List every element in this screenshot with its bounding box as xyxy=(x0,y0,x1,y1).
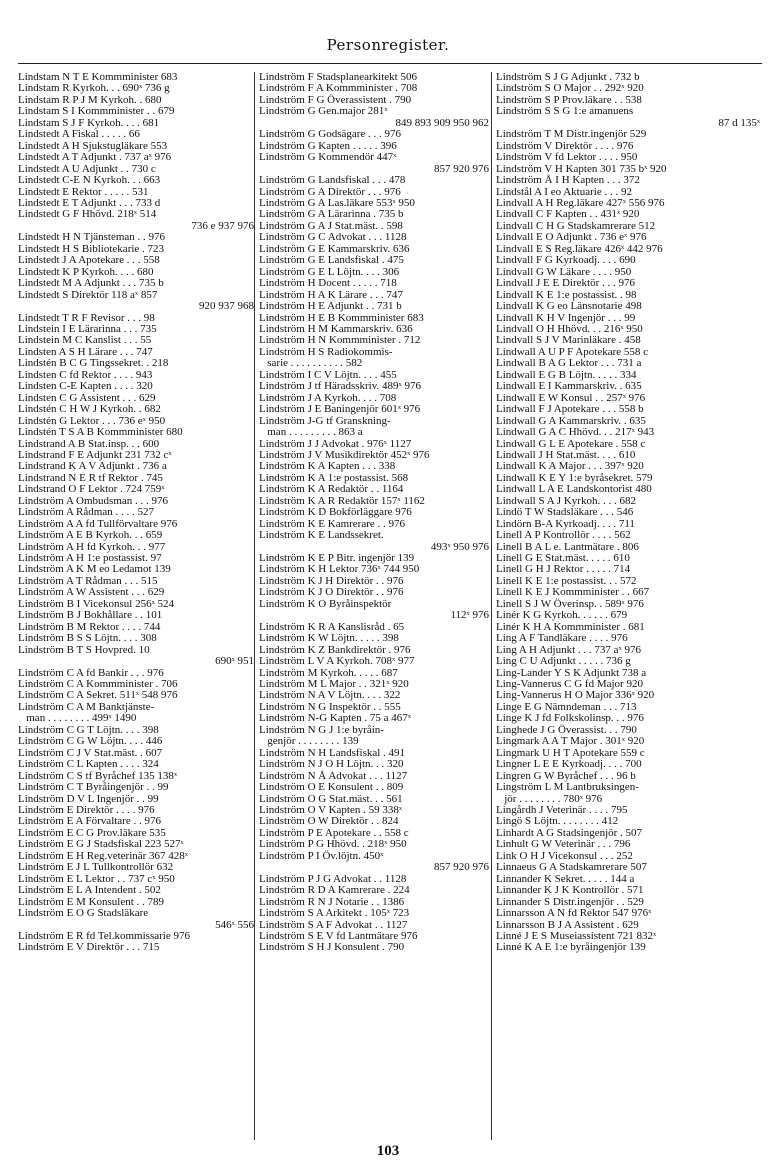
register-entry: Lindström J V Musikdirektör 452ˣ 976 xyxy=(259,448,430,461)
register-entry: Lindstrand O F Lektor . 724 759ˣ xyxy=(18,483,165,496)
register-entry: Lindström K A 1:e postassist. 568 xyxy=(259,471,409,484)
register-entry: Lindwall F J Apotekare . . . 558 b xyxy=(496,403,644,416)
register-entry: Lindvall J E E Direktör . . . 976 xyxy=(496,277,636,290)
register-entry: Lindström C L Kapten . . . . 324 xyxy=(18,758,159,771)
register-entry: Linné J E S Museiassistent 721 832ˣ xyxy=(496,929,657,942)
register-entry: Linnander S Distr.ingenjör . . 529 xyxy=(496,895,644,908)
register-entry: Lindström A Rådman . . . . 527 xyxy=(18,506,154,519)
register-entry: Lindström E A Förvaltare . . 976 xyxy=(18,815,161,828)
register-entry: Lindström G Godsägare . . . 976 xyxy=(259,128,402,141)
register-entry: Lindström A T Rådman . . . 515 xyxy=(18,574,158,587)
register-entry: genjör . . . . . . . . 139 xyxy=(259,735,359,748)
register-entry: Lindström O V Kapten . 59 338ˣ xyxy=(259,804,403,816)
register-entry: Lindvall K G eo Länsnotarie 498 xyxy=(496,300,642,313)
register-entry: Lindström M L Major . . 321ˣ 920 xyxy=(259,678,409,691)
register-entry: Linell K E 1:e postassist. . . 572 xyxy=(496,574,637,587)
register-entry: Lindström C A Sekret. 511ˣ 548 976 xyxy=(18,689,178,702)
register-entry: Lindstén C H W J Kyrkoh. . 682 xyxy=(18,403,161,416)
register-entry: Lindstedt K P Kyrkoh. . . . 680 xyxy=(18,265,154,278)
register-entry: Lindström B M Rektor . . . . 744 xyxy=(18,620,161,633)
register-entry: Lindström S S G 1:e amanuens xyxy=(496,105,634,118)
register-entry: 87 d 135ˣ xyxy=(718,116,760,129)
register-entry: Lindström J A Kyrkoh. . . . 708 xyxy=(259,391,397,404)
register-entry: Lindström N J O H Löjtn. . . 320 xyxy=(259,758,404,771)
register-entry: Lindström A H 1:e postassist. 97 xyxy=(18,552,162,565)
register-entry: Lindstedt A T Adjunkt . 737 aˣ 976 xyxy=(18,151,172,164)
register-entry: Linghede J G Överassist. . . 790 xyxy=(496,723,637,736)
register-entry: Lindström T M Distr.ingenjör 529 xyxy=(496,128,647,141)
register-entry: Lindström G C Advokat . . . 1128 xyxy=(259,231,407,244)
register-entry: Linér K G Kyrkoh. . . . . . 679 xyxy=(496,609,628,622)
register-entry: Lindström K A R Redaktör 157ˣ 1162 xyxy=(259,494,425,507)
register-entry: Lindström P J G Advokat . . 1128 xyxy=(259,872,407,885)
register-entry: jör . . . . . . . . 780ˣ 976 xyxy=(496,792,603,805)
register-entry: Lindström N G Inspektör . . 555 xyxy=(259,700,401,713)
register-entry: Lindström G A Lärarinna . 735 b xyxy=(259,208,404,221)
register-column-2 xyxy=(254,72,491,1140)
register-entry: Lindström N A V Löjtn. . . . 322 xyxy=(259,689,401,702)
register-entry: Lindström Å I H Kapten . . . 372 xyxy=(496,174,640,187)
register-entry: Lindström E R fd Tel.kommissarie 976 xyxy=(18,929,190,942)
register-entry: Lindström A K M eo Ledamot 139 xyxy=(18,563,171,576)
register-entry: Lindström N H Landsfiskal . 491 xyxy=(259,746,406,759)
register-entry: 546ˣ 556 xyxy=(215,918,254,931)
register-entry: Lindström K E Landssekret. xyxy=(259,529,384,542)
register-entry: Linnarsson B J A Assistent . 629 xyxy=(496,918,639,931)
register-entry: Lindström E L A Intendent . 502 xyxy=(18,884,161,897)
header-rule xyxy=(18,63,762,64)
register-entry: Lindström K W Löjtn. . . . . 398 xyxy=(259,632,399,645)
register-entry: Lindström L V A Kyrkoh. 708ˣ 977 xyxy=(259,655,415,668)
register-entry: Lindström C A fd Bankir . . . 976 xyxy=(18,666,164,679)
register-column-1 xyxy=(18,72,256,1140)
register-entry: Lindstedt C-E N Kyrkoh. . . 663 xyxy=(18,174,161,187)
register-entry: Lingmark U H T Apotekare 559 c xyxy=(496,746,645,759)
register-entry: Linell G H J Rektor . . . . . 714 xyxy=(496,563,631,576)
register-entry: Lindström E O G Stadsläkare xyxy=(18,907,149,920)
register-entry: Ling C U Adjunkt . . . . . 736 g xyxy=(496,655,631,668)
register-entry: Lindvall G W Läkare . . . . 950 xyxy=(496,265,632,278)
register-entry: Lindström K A Kapten . . . 338 xyxy=(259,460,396,473)
register-entry: Linné K A E 1:e byråingenjör 139 xyxy=(496,941,646,954)
register-entry: Lindström B J Bokhållare . . 101 xyxy=(18,609,163,622)
register-entry: Lindvall E S Reg.läkare 426ˣ 442 976 xyxy=(496,242,663,255)
register-entry: Lindström K J H Direktör . . 976 xyxy=(259,574,404,587)
register-entry: Link O H J Vicekonsul . . . 252 xyxy=(496,849,633,862)
register-entry: Lindström E G J Stadsfiskal 223 527ˣ xyxy=(18,838,184,851)
register-entry: Ling A H Adjunkt . . . 737 aˣ 976 xyxy=(496,643,641,656)
register-entry: Lingö S Löjtn. . . . . . . . 412 xyxy=(496,815,619,828)
register-entry: Lindstedt A U Adjunkt . . 730 c xyxy=(18,162,156,175)
register-entry: Lindström E J L Tullkontrollör 632 xyxy=(18,861,174,874)
register-entry: Lindström G Kommendör 447ˣ xyxy=(259,151,397,164)
register-entry: Lindström C A M Banktjänste- xyxy=(18,700,155,713)
register-entry: Linell A P Kontrollör . . . . 562 xyxy=(496,529,631,542)
register-entry: Lindstam S I Kommminister . . 679 xyxy=(18,105,175,118)
register-entry: Lindström A A fd Tullförvaltare 976 xyxy=(18,517,178,530)
register-entry: Lindwall K A Major . . . 397ˣ 920 xyxy=(496,460,644,473)
register-entry: Lindström S A F Advokat . . 1127 xyxy=(259,918,408,931)
register-entry: Lindström S O Major . . 292ˣ 920 xyxy=(496,82,644,95)
register-entry: Lindstein M C Kanslist . . . 55 xyxy=(18,334,152,347)
register-entry: Lindström K E P Bitr. ingenjör 139 xyxy=(259,552,415,565)
register-entry: Lindstedt E T Adjunkt . . . 733 d xyxy=(18,196,161,209)
register-entry: Lindström S J G Adjunkt . 732 b xyxy=(496,72,640,83)
register-entry: Lindström C G W Löjtn. . . . 446 xyxy=(18,735,163,748)
register-entry: Lindström O E Konsulent . . 809 xyxy=(259,781,404,794)
register-entry: Lindstedt H S Bibliotekarie . 723 xyxy=(18,242,165,255)
register-entry: Lingström L M Lantbruksingen- xyxy=(496,781,639,794)
register-entry: Lindström E C G Prov.läkare 535 xyxy=(18,826,166,839)
register-entry: Lindström K E Kamrerare . . 976 xyxy=(259,517,406,530)
register-entry: Lindström C S tf Byråchef 135 138ˣ xyxy=(18,769,177,782)
register-entry: Linnander K Sekret. . . . . 144 a xyxy=(496,872,635,885)
register-entry: Lindström K D Bokförläggare 976 xyxy=(259,506,412,519)
register-entry: Lindwall L A E Landskontorist 480 xyxy=(496,483,652,496)
register-entry: Lindström H E Adjunkt . . 731 b xyxy=(259,300,402,313)
register-entry: Lindström C T Byråingenjör . . 99 xyxy=(18,781,169,794)
register-entry: Lindström H E B Kommminister 683 xyxy=(259,311,424,324)
register-entry: Ling A F Tandläkare . . . . 976 xyxy=(496,632,628,645)
register-entry: Lindström K J O Direktör . . 976 xyxy=(259,586,404,599)
register-entry: Ling-Lander Y S K Adjunkt 738 a xyxy=(496,666,647,679)
register-entry: Lindström C G T Löjtn. . . . 398 xyxy=(18,723,159,736)
register-entry: man . . . . . . . . 499ˣ 1490 xyxy=(18,712,137,725)
register-entry: 690ˣ 951 xyxy=(215,655,254,668)
register-entry: Lindwall K E Y 1:e byråsekret. 579 xyxy=(496,471,653,484)
register-entry: Lindsten C fd Rektor . . . . 943 xyxy=(18,368,153,381)
register-entry: Lindstedt G F Hhövd. 218ˣ 514 xyxy=(18,208,157,221)
register-entry: Lindström E M Konsulent . . 789 xyxy=(18,895,165,908)
register-entry: Lindström G E Kammarskriv. 636 xyxy=(259,242,410,255)
register-entry: Lindstam R P J M Kyrkoh. . 680 xyxy=(18,93,162,106)
register-entry: Lindström G A J Stat.mäst. . 598 xyxy=(259,219,403,232)
register-entry: Lindvall K E 1:e postassist. . 98 xyxy=(496,288,637,301)
register-entry: Lindström V fd Lektor . . . . 950 xyxy=(496,151,638,164)
register-entry: Lindvall C H G Stadskamrerare 512 xyxy=(496,219,656,232)
register-entry: Lindström M Kyrkoh. . . . . 687 xyxy=(259,666,398,679)
register-entry: Lindström E V Direktör . . . 715 xyxy=(18,941,160,954)
register-entry: Lindström B I Vicekonsul 256ˣ 524 xyxy=(18,597,175,610)
register-entry: Lindström V H Kapten 301 735 bˣ 920 xyxy=(496,162,667,175)
register-entry: Lindstedt T R F Revisor . . . 98 xyxy=(18,311,155,324)
register-entry: Lindström N G J 1:e byråin- xyxy=(259,723,384,736)
register-entry: Lindström F G Överassistent . 790 xyxy=(259,93,412,106)
register-entry: 857 920 976 xyxy=(434,162,489,175)
register-entry: Lindström D V L Ingenjör . . 99 xyxy=(18,792,159,805)
register-entry: Lindström N Å Advokat . . . 1127 xyxy=(259,769,408,782)
register-entry: Lindstedt H N Tjänsteman . . 976 xyxy=(18,231,166,244)
register-entry: Lindwall A U P F Apotekare 558 c xyxy=(496,345,649,358)
register-entry: sarie . . . . . . . . . . 582 xyxy=(259,357,363,370)
register-entry: Lindström H M Kammarskriv. 636 xyxy=(259,322,413,335)
register-entry: Lindström B T S Hovpred. 10 xyxy=(18,643,150,656)
register-entry: Lindstén G Lektor . . . 736 eˣ 950 xyxy=(18,414,166,427)
register-entry: Lindström H A K Lärare . . . 747 xyxy=(259,288,403,301)
register-entry: Lindström J E Baningenjör 601ˣ 976 xyxy=(259,403,421,416)
register-entry: Linnarsson A N fd Rektor 547 976ˣ xyxy=(496,907,652,920)
register-entry: Lindstedt J A Apotekare . . . 558 xyxy=(18,254,160,267)
register-column-3 xyxy=(491,72,762,1140)
register-entry: Lindström H S Radiokommis- xyxy=(259,345,393,358)
register-entry: Lindwall E G B Löjtn. . . . . 334 xyxy=(496,368,637,381)
register-entry: Lindström O W Direktör . . 824 xyxy=(259,815,399,828)
register-entry: Lindström V Direktör . . . . 976 xyxy=(496,139,634,152)
register-entry: Lindström G Landsfiskal . . . 478 xyxy=(259,174,406,187)
register-entry: Lindstedt M A Adjunkt . . . 735 b xyxy=(18,277,164,290)
register-entry: Lindwall J H Stat.mäst. . . . 610 xyxy=(496,448,636,461)
register-entry: Lindstén T S A B Kommminister 680 xyxy=(18,426,183,439)
register-entry: Lindwall E I Kammarskriv. . 635 xyxy=(496,380,642,393)
register-entry: Lindstein I E Lärarinna . . . 735 xyxy=(18,322,157,335)
register-entry: Lindstam N T E Kommminister 683 xyxy=(18,72,178,83)
register-entry: Ling-Vannerus C G fd Major 920 xyxy=(496,678,643,691)
register-entry: Lindstedt E Rektor . . . . . 531 xyxy=(18,185,149,198)
register-entry: Lindström C J V Stat.mäst. . 607 xyxy=(18,746,163,759)
register-entry: Lindström A E B Kyrkoh. . . 659 xyxy=(18,529,163,542)
register-entry: Lindström N-G Kapten . 75 a 467ˣ xyxy=(259,712,411,725)
register-entry: Lindström S A Arkitekt . 105ˣ 723 xyxy=(259,907,410,920)
register-entry: 736 e 937 976 xyxy=(191,219,254,232)
register-entry: Lindvall K H V Ingenjör . . . 99 xyxy=(496,311,636,324)
register-entry: Lingårdh J Veterinär . . . . 795 xyxy=(496,804,628,816)
register-entry: 849 893 909 950 962 xyxy=(395,116,489,129)
register-entry: Lindstrand A B Stat.insp. . . 600 xyxy=(18,437,160,450)
register-entry: Lindstrand K A V Adjunkt . 736 a xyxy=(18,460,167,473)
register-entry: Lindström P E Apotekare . . 558 c xyxy=(259,826,409,839)
register-entry: Linge E G Nämndeman . . . 713 xyxy=(496,700,637,713)
register-entry: Lindstrand F E Adjunkt 231 732 cˣ xyxy=(18,448,172,461)
register-entry: Lindörn B-A Kyrkoadj. . . . 711 xyxy=(496,517,635,530)
register-entry: Lindström K O Byråinspektör xyxy=(259,597,392,610)
register-entry: Linér K H A Kommminister . 681 xyxy=(496,620,645,633)
register-entry: Lindstam S J F Kyrkoh. . . . 681 xyxy=(18,116,160,129)
register-entry: Lindström C A Kommminister . 706 xyxy=(18,678,178,691)
register-entry: Lindström E H Reg.veterinär 367 428ˣ xyxy=(18,849,188,862)
register-entry: Lindwall E W Konsul . . 257ˣ 976 xyxy=(496,391,646,404)
register-entry: Lindsten C G Assistent . . . 629 xyxy=(18,391,156,404)
register-entry: Linell S J W Överinsp. . 589ˣ 976 xyxy=(496,597,644,610)
register-entry: Lindstedt A Fiskal . . . . . 66 xyxy=(18,128,140,141)
page-title: Personregister. xyxy=(326,36,450,54)
register-entry: Lindström E L Lektor . . 737 cˣ 950 xyxy=(18,872,175,885)
register-entry: Lindström A H fd Kyrkoh. . . 977 xyxy=(18,540,166,553)
register-entry: Lindström A W Assistent . . . 629 xyxy=(18,586,165,599)
register-entry: Lindwall G A Kammarskriv. . 635 xyxy=(496,414,646,427)
register-entry: Lindstedt A H Sjukstugläkare 553 xyxy=(18,139,168,152)
register-entry: Lindö T W Stadsläkare . . . 546 xyxy=(496,506,634,519)
register-entry: Lingmark A A T Major . 301ˣ 920 xyxy=(496,735,645,748)
register-entry: Lingner L E E Kyrkoadj. . . . 700 xyxy=(496,758,642,771)
register-entry: Lindström F Stadsplanearkitekt 506 xyxy=(259,72,417,83)
register-entry: Lindvall O H Hhövd. . . 216ˣ 950 xyxy=(496,322,643,335)
register-entry: Lindwall B A G Lektor . . . 731 a xyxy=(496,357,642,370)
register-entry: Lindvall S J V Marinläkare . 458 xyxy=(496,334,641,347)
register-entry: Lindvall C F Kapten . . 431ˣ 920 xyxy=(496,208,640,221)
register-entry: Lindström R D A Kamrerare . 224 xyxy=(259,884,410,897)
register-entry: Lindström J-G tf Granskning- xyxy=(259,414,391,427)
register-entry: Lindström K A Redaktör . . 1164 xyxy=(259,483,404,496)
register-entry: Linnander K J K Kontrollör . 571 xyxy=(496,884,644,897)
register-entry: Lindstén B C G Tingssekret. . 218 xyxy=(18,357,169,370)
register-entry: Lindvall E O Adjunkt . 736 eˣ 976 xyxy=(496,231,647,244)
register-entry: Lindsten A S H Lärare . . . 747 xyxy=(18,345,153,358)
register-entry: Lindström K R A Kanslisråd . 65 xyxy=(259,620,405,633)
register-entry: Lindström O G Stat.mäst. . . 561 xyxy=(259,792,403,805)
register-entry: Lindström I C V Löjtn. . . . 455 xyxy=(259,368,397,381)
register-entry: Linhardt A G Stadsingenjör . 507 xyxy=(496,826,643,839)
register-entry: Lindström P G Hhövd. . 218ˣ 950 xyxy=(259,838,407,851)
register-entry: Lindwall G A C Hhövd. . . 217ˣ 943 xyxy=(496,426,655,439)
register-entry: Lindström B S S Löjtn. . . . 308 xyxy=(18,632,157,645)
register-entry: 112ˣ 976 xyxy=(450,609,489,622)
register-entry: Lindström G A Las.läkare 553ˣ 950 xyxy=(259,196,415,209)
register-entry: Lingren G W Byråchef . . . 96 b xyxy=(496,769,636,782)
register-entry: Linell K E J Kommminister . . 667 xyxy=(496,586,650,599)
register-entry: Lindvall A H Reg.läkare 427ˣ 556 976 xyxy=(496,196,665,209)
register-entry: Lindwall G L E Apotekare . 558 c xyxy=(496,437,646,450)
register-entry: Lindström K H Lektor 736ˣ 744 950 xyxy=(259,563,420,576)
register-entry: Lindstam R Kyrkoh. . . 690ˣ 736 g xyxy=(18,82,170,95)
register-entry: Lindström J tf Häradsskriv. 489ˣ 976 xyxy=(259,380,421,393)
register-entry: 857 920 976 xyxy=(434,861,489,874)
register-entry: Lindström G E L Löjtn. . . . 306 xyxy=(259,265,400,278)
register-entry: Lindvall F G Kyrkoadj. . . . 690 xyxy=(496,254,636,267)
register-entry: Lindstål A I eo Aktuarie . . . 92 xyxy=(496,185,632,198)
register-entry: Lindström K Z Bankdirektör . 976 xyxy=(259,643,411,656)
register-entry: Lindström F A Kommminister . 708 xyxy=(259,82,418,95)
register-entry: 920 937 968 xyxy=(199,300,254,313)
register-entry: man . . . . . . . . . 863 a xyxy=(259,426,363,439)
register-entry: Lindström A Ombudsman . . . 976 xyxy=(18,494,169,507)
register-entry: Lindström J J Advokat . 976ˣ 1127 xyxy=(259,437,412,450)
register-entry: Lindsten C-E Kapten . . . . 320 xyxy=(18,380,153,393)
register-entry: Ling-Vannerus H O Major 336ˣ 920 xyxy=(496,689,655,702)
register-entry: Linge K J fd Folkskolinsp. . . 976 xyxy=(496,712,644,725)
register-entry: Lindström H N Kommminister . 712 xyxy=(259,334,421,347)
page-number: 103 xyxy=(376,1143,400,1159)
register-entry: Lindström H Docent . . . . . 718 xyxy=(259,277,397,290)
register-entry: Lindwall S A J Kyrkoh. . . . 682 xyxy=(496,494,636,507)
register-entry: Lindström P I Öv.löjtn. 450ˣ xyxy=(259,849,384,862)
register-entry: Lindström S E V fd Lantmätare 976 xyxy=(259,929,418,942)
register-entry: Lindström S P Prov.läkare . . 538 xyxy=(496,93,642,106)
register-entry: Lindström R N J Notarie . . 1386 xyxy=(259,895,405,908)
register-entry: Linell B A L e. Lantmätare . 806 xyxy=(496,540,639,553)
register-entry: Linhult G W Veterinär . . . 796 xyxy=(496,838,631,851)
register-entry: Linell G E Stat.mäst. . . . . 610 xyxy=(496,552,630,565)
register-entry: 493ˣ 950 976 xyxy=(430,540,489,553)
register-entry: Lindstedt S Direktör 118 aˣ 857 xyxy=(18,288,158,301)
register-entry: Linnaeus G A Stadskamrerare 507 xyxy=(496,861,647,874)
register-entry: Lindström G A Direktör . . . 976 xyxy=(259,185,401,198)
register-entry: Lindström G Gen.major 281ˣ xyxy=(259,105,388,118)
register-entry: Lindström E Direktör . . . . 976 xyxy=(18,804,155,816)
register-entry: Lindström G Kapten . . . . . 396 xyxy=(259,139,397,152)
register-entry: Lindström S H J Konsulent . 790 xyxy=(259,941,405,954)
register-entry: Lindström G E Landsfiskal . 475 xyxy=(259,254,404,267)
register-entry: Lindstrand N E R tf Rektor . 745 xyxy=(18,471,163,484)
